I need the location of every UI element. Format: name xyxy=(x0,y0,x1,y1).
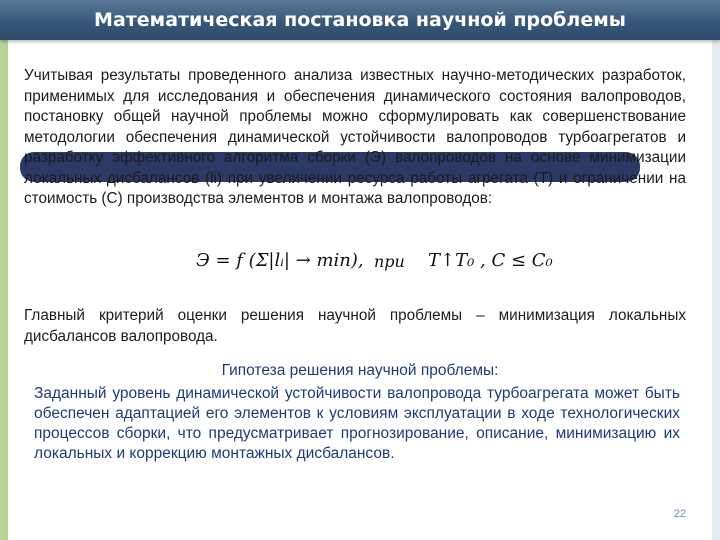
formula-constraints: T↑T₀ , C ≤ C₀ xyxy=(428,250,553,271)
intro-paragraph: Учитывая результаты проведенного анализа известных научно-методических разработок, применимых для исследования и обеспечения динамического состояния валопроводов, постановку общей научной проблемы можно сформулировать как совершенствование методологии обеспечения динамической устойчивости валопроводов турбоагрегатов и разработку эффективного алгоритма сборки (Э) валопроводов на основе минимизации локальных дисбалансов (li) при увеличении ресурса работы агрегата (T) и ограничении на стоимость (C) производства элементов и монтажа валопроводов: xyxy=(24,67,686,207)
slide-title: Математическая постановка научной проблемы xyxy=(94,9,626,31)
formula xyxy=(196,244,566,280)
hypothesis-title: Гипотеза решения научной проблемы: xyxy=(221,362,499,379)
criterion-paragraph: Главный критерий оценки решения научной проблемы – минимизация локальных дисбалансов валопровода. xyxy=(24,307,686,345)
hypothesis-text: Заданный уровень динамической устойчивости валопровода турбоагрегата может быть обеспечен адаптацией его элементов к условиям эксплуатации в ходе технологических процессов сборки, что предусматривает прогнозирование, описание, минимизацию их локальных и коррекцию монтажных дисбалансов. xyxy=(34,385,680,462)
formula-condition-word: при xyxy=(374,252,405,271)
page-number: 22 xyxy=(673,508,686,520)
formula-objective: Э = f (Σ|lᵢ| → min), xyxy=(196,250,364,271)
